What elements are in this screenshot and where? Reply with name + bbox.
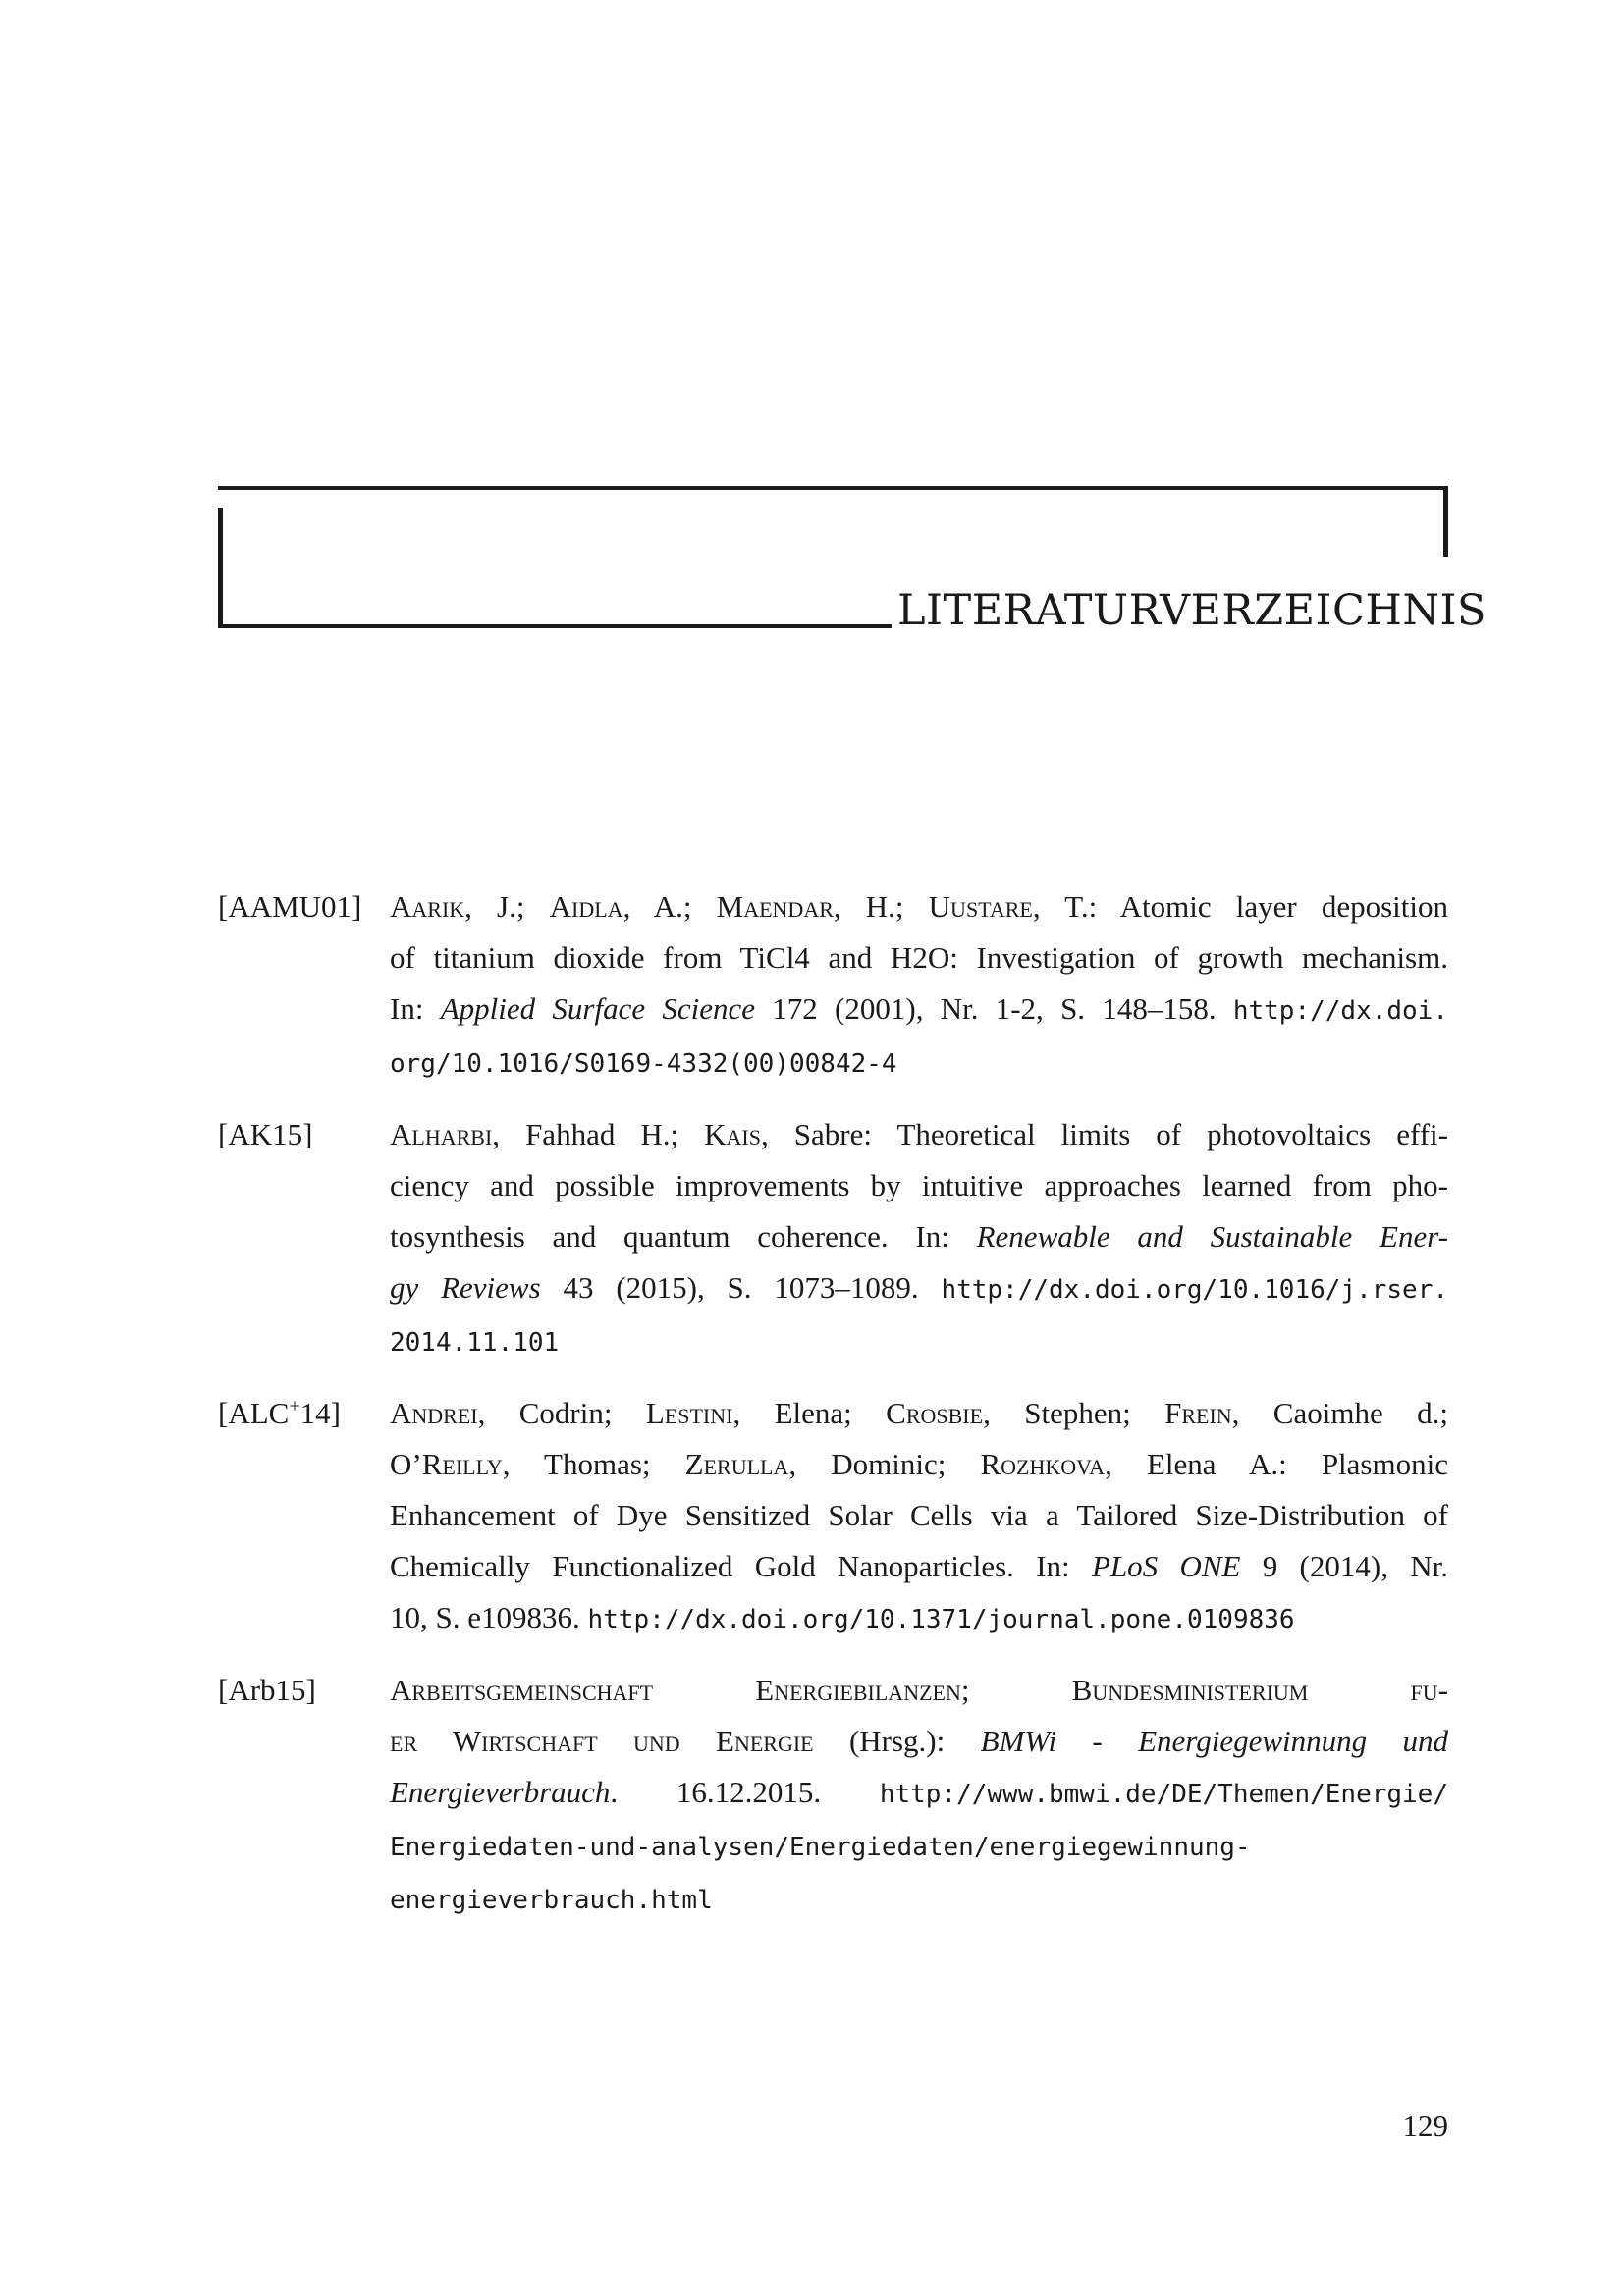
author-organization: Arbeitsgemeinschaft Energiebilanzen; Bundesministerium fu- bbox=[390, 1673, 1448, 1707]
bib-key bbox=[218, 1388, 341, 1439]
journal-title: Applied Surface Science bbox=[440, 991, 756, 1026]
author-organization: er Wirtschaft und Energie bbox=[390, 1724, 814, 1758]
doi-link[interactable]: http://dx.doi. bbox=[1232, 996, 1448, 1026]
bib-text: In: bbox=[390, 991, 441, 1026]
author-surname: Crosbie bbox=[886, 1396, 984, 1430]
url-link[interactable]: http://www.bmwi.de/DE/Themen/Energie/ bbox=[879, 1780, 1448, 1809]
bib-line bbox=[390, 1262, 1448, 1315]
author-surname: Uustare bbox=[928, 889, 1033, 924]
doi-link[interactable]: 2014.11.101 bbox=[390, 1328, 560, 1358]
bib-text: , Elena A.: Plasmonic bbox=[1105, 1447, 1448, 1481]
bib-line bbox=[390, 1388, 1448, 1439]
author-given: , A.; bbox=[622, 889, 717, 924]
bib-line bbox=[390, 1541, 1448, 1592]
chapter-frame-right-rule bbox=[1443, 486, 1448, 557]
bib-entry-text bbox=[390, 1665, 1448, 1926]
chapter-title: LITERATURVERZEICHNIS bbox=[897, 586, 1487, 635]
author-given: , Dominic; bbox=[788, 1447, 981, 1481]
bib-key-end: 14] bbox=[299, 1396, 341, 1430]
author-given: , J.; bbox=[464, 889, 550, 924]
bib-text: 172 (2001), Nr. 1-2, S. 148–158. bbox=[755, 991, 1233, 1026]
bib-text: ciency and possible improvements by intuitive approaches learned from pho- bbox=[390, 1168, 1448, 1202]
author-given: , Stephen; bbox=[983, 1396, 1165, 1430]
bib-entry-text bbox=[390, 881, 1448, 1090]
bib-text: 10, S. e109836. bbox=[390, 1600, 588, 1634]
author-surname: Aarik bbox=[390, 889, 465, 924]
author-given: , Elena; bbox=[732, 1396, 887, 1430]
bib-text: of titanium dioxide from TiCl4 and H2O: Investigation of growth mechanism. bbox=[390, 940, 1448, 975]
bib-key: [AAMU01] bbox=[218, 889, 362, 924]
bib-key: [Arb15] bbox=[218, 1673, 316, 1707]
doi-link[interactable]: org/10.1016/S0169-4332(00)00842-4 bbox=[390, 1049, 897, 1079]
bib-line bbox=[390, 1767, 1448, 1820]
bib-line bbox=[390, 1211, 1448, 1262]
author-given: , Thomas; bbox=[502, 1447, 685, 1481]
bib-text: . 16.12.2015. bbox=[610, 1775, 880, 1809]
author-surname: Aidla bbox=[549, 889, 623, 924]
bib-line bbox=[390, 1315, 1448, 1368]
bib-line bbox=[390, 1665, 1448, 1716]
bib-line bbox=[390, 1037, 1448, 1090]
author-given: , H.; bbox=[833, 889, 929, 924]
bib-line bbox=[390, 1160, 1448, 1211]
bib-text: Enhancement of Dye Sensitized Solar Cells via a Tailored Size-Distribution of bbox=[390, 1498, 1448, 1532]
author-surname: Rozhkova bbox=[980, 1447, 1106, 1481]
chapter-frame-bottom-rule bbox=[218, 624, 892, 628]
chapter-frame-left-rule bbox=[218, 508, 223, 628]
bib-entry-ak15 bbox=[218, 1109, 1448, 1368]
bib-text: , Sabre: Theoretical limits of photovoltaics effi- bbox=[761, 1117, 1448, 1151]
bib-line bbox=[390, 1820, 1448, 1873]
bib-line bbox=[390, 984, 1448, 1037]
bib-line bbox=[390, 1439, 1448, 1490]
bib-entry-arb15 bbox=[218, 1665, 1448, 1926]
bib-line bbox=[390, 1109, 1448, 1160]
bib-line bbox=[390, 881, 1448, 933]
bib-line bbox=[390, 933, 1448, 984]
author-surname: Alharbi bbox=[390, 1117, 493, 1151]
bibliography bbox=[218, 881, 1448, 1946]
author-surname: Kais bbox=[704, 1117, 761, 1151]
author-given: , Fahhad H.; bbox=[492, 1117, 705, 1151]
document-title: BMWi - Energiegewinnung und bbox=[980, 1724, 1448, 1758]
bib-text: 9 (2014), Nr. bbox=[1240, 1549, 1448, 1583]
author-given: , Codrin; bbox=[477, 1396, 646, 1430]
journal-title: gy Reviews bbox=[390, 1270, 541, 1305]
author-surname: Lestini bbox=[645, 1396, 733, 1430]
bib-line bbox=[390, 1716, 1448, 1767]
bib-key-sup: + bbox=[289, 1395, 300, 1417]
bib-text: 43 (2015), S. 1073–1089. bbox=[540, 1270, 942, 1305]
author-surname: Zerulla bbox=[684, 1447, 789, 1481]
bib-text: , T.: Atomic layer deposition bbox=[1032, 889, 1448, 924]
author-surname: Frein bbox=[1164, 1396, 1232, 1430]
document-title: Energieverbrauch bbox=[390, 1775, 611, 1809]
author-surname: Andrei bbox=[390, 1396, 478, 1430]
url-link[interactable]: energieverbrauch.html bbox=[390, 1886, 713, 1915]
chapter-frame-top-rule bbox=[218, 486, 1448, 490]
bib-text: tosynthesis and quantum coherence. In: bbox=[390, 1219, 977, 1254]
journal-title: PLoS ONE bbox=[1091, 1549, 1241, 1583]
bib-entry-text bbox=[390, 1109, 1448, 1368]
bib-key: [AK15] bbox=[218, 1117, 313, 1151]
journal-title: Renewable and Sustainable Ener- bbox=[976, 1219, 1448, 1254]
doi-link[interactable]: http://dx.doi.org/10.1371/journal.pone.0109836 bbox=[587, 1605, 1295, 1634]
bib-entry-alc14 bbox=[218, 1388, 1448, 1645]
bib-text: Chemically Functionalized Gold Nanoparticles. In: bbox=[390, 1549, 1092, 1583]
author-given: , Caoimhe d.; bbox=[1231, 1396, 1448, 1430]
bib-line bbox=[390, 1490, 1448, 1541]
bib-text: (Hrsg.): bbox=[813, 1724, 981, 1758]
author-surname: Maendar bbox=[716, 889, 834, 924]
doi-link[interactable]: http://dx.doi.org/10.1016/j.rser. bbox=[941, 1275, 1448, 1305]
bib-line bbox=[390, 1873, 1448, 1926]
page-number: 129 bbox=[1402, 2109, 1448, 2143]
bib-entry-aamu01 bbox=[218, 881, 1448, 1090]
url-link[interactable]: Energiedaten-und-analysen/Energiedaten/energiegewinnung- bbox=[390, 1833, 1251, 1862]
bib-key-main: [ALC bbox=[218, 1396, 290, 1430]
bib-line bbox=[390, 1592, 1448, 1645]
bib-entry-text bbox=[390, 1388, 1448, 1645]
author-surname: O’Reilly bbox=[390, 1447, 503, 1481]
